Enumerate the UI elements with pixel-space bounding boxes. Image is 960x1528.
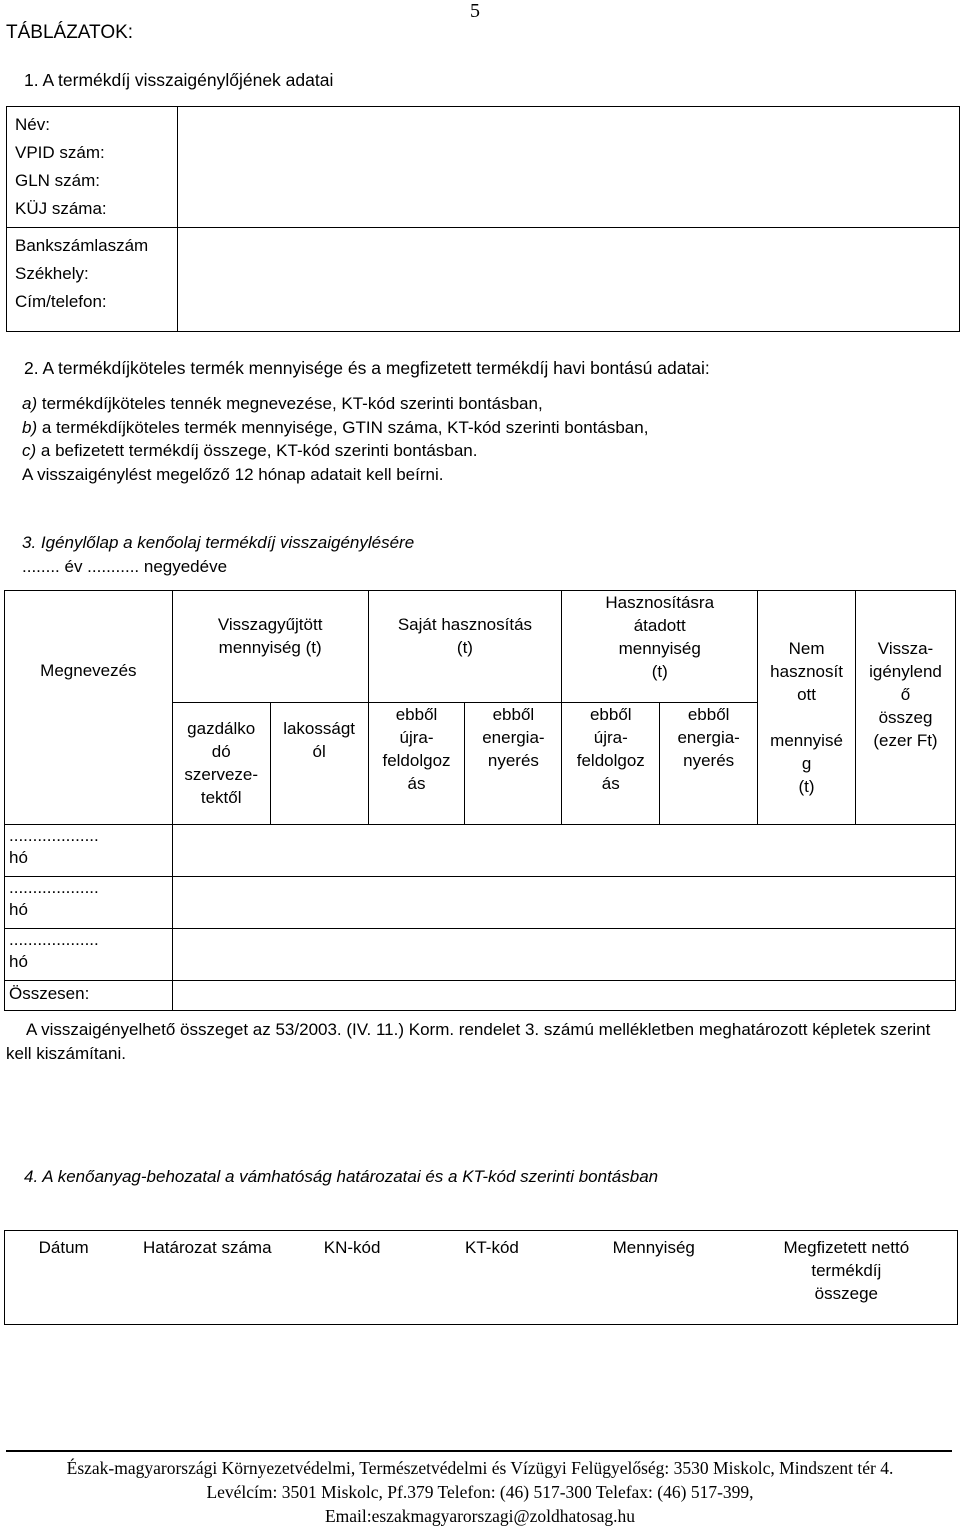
applicant-id-labels — [7, 107, 178, 228]
table-row — [5, 929, 956, 981]
row-month-label: ................... hó — [5, 929, 173, 981]
col-megnevezes-header: Megnevezés — [5, 591, 173, 825]
name-label: Név: — [15, 115, 50, 134]
col-hatarozat-header: Határozat száma — [122, 1231, 292, 1325]
col-termekdij-header: Megfizetett nettó termékdíj összege — [736, 1231, 958, 1325]
footer — [0, 1456, 960, 1528]
section2-list — [22, 392, 648, 486]
page-number: 5 — [470, 0, 480, 22]
applicant-contact-labels — [7, 228, 178, 332]
row-data-cells[interactable] — [172, 825, 955, 877]
row-month-label: ................... hó — [5, 825, 173, 877]
col-mennyiseg-header: Mennyiség — [572, 1231, 736, 1325]
table-row — [5, 877, 956, 929]
section3-header — [22, 531, 414, 578]
section3-subtitle: ........ év ........... negyedéve — [22, 556, 228, 576]
applicant-data-table — [6, 106, 960, 332]
total-data-cells[interactable] — [172, 981, 955, 1011]
col-ujra2-header: ebből újra- feldolgoz ás — [562, 703, 660, 825]
row-data-cells[interactable] — [172, 877, 955, 929]
import-table — [4, 1230, 958, 1325]
total-label: Összesen: — [5, 981, 173, 1011]
col-lakossag-header: lakosságt ól — [270, 703, 368, 825]
bank-account-label: Bankszámlaszám — [15, 236, 149, 255]
col-datum-header: Dátum — [5, 1231, 123, 1325]
col-sajat-header: Saját hasznosítás (t) — [368, 591, 562, 703]
col-kt-kod-header: KT-kód — [412, 1231, 572, 1325]
col-gazdalkodo-header: gazdálko dó szerveze- tektől — [172, 703, 270, 825]
applicant-contact-values[interactable] — [178, 228, 960, 332]
section2-line-b: b) a termékdíjköteles termék mennyisége, GTIN száma, KT-kód szerinti bontásban, — [22, 417, 649, 437]
col-energia1-header: ebből energia- nyerés — [465, 703, 562, 825]
table-row — [5, 825, 956, 877]
section2-title: 2. A termékdíjköteles termék mennyisége és a megfizetett termékdíj havi bontású adatai: — [24, 358, 710, 378]
total-row — [5, 981, 956, 1011]
address-phone-label: Cím/telefon: — [15, 292, 107, 311]
col-visszaigenylendo-header: Vissza- igénylend ő összeg (ezer Ft) — [856, 591, 956, 825]
section4-title: 4. A kenőanyag-behozatal a vámhatóság határozatai és a KT-kód szerinti bontásban — [24, 1167, 659, 1186]
gln-label: GLN szám: — [15, 171, 101, 190]
row-month-label: ................... hó — [5, 877, 173, 929]
col-kn-kod-header: KN-kód — [292, 1231, 412, 1325]
footer-address: Észak-magyarországi Környezetvédelmi, Természetvédelmi és Vízügyi Felügyelőség: 3530 Miskolc, Mindszent tér 4. — [66, 1458, 894, 1478]
section2-line-note: A visszaigénylést megelőző 12 hónap adatait kell beírni. — [22, 464, 444, 484]
row-data-cells[interactable] — [172, 929, 955, 981]
page-heading: TÁBLÁZATOK: — [6, 22, 134, 43]
col-nem-hasznositott-header: Nem hasznosít ott mennyisé g (t) — [758, 591, 856, 825]
headquarters-label: Székhely: — [15, 264, 89, 283]
refund-claim-table — [4, 590, 956, 1011]
calculation-note: A visszaigényelhető összeget az 53/2003. (IV. 11.) Korm. rendelet 3. számú mellékletben meghatározott képletek szerint kell kiszámítani. — [6, 1020, 931, 1063]
vpid-label: VPID szám: — [15, 143, 105, 162]
section1-title: 1. A termékdíj visszaigénylőjének adatai — [24, 70, 334, 90]
footer-divider — [6, 1450, 952, 1452]
col-energia2-header: ebből energia- nyerés — [660, 703, 758, 825]
col-hasznositasra-header: Hasznosításra átadott mennyiség (t) — [562, 591, 758, 703]
footer-contact: Levélcím: 3501 Miskolc, Pf.379 Telefon: (46) 517-300 Telefax: (46) 517-399, — [206, 1482, 754, 1502]
col-ujra1-header: ebből újra- feldolgoz ás — [368, 703, 465, 825]
footer-email: Email:eszakmagyarorszagi@zoldhatosag.hu — [324, 1506, 636, 1526]
applicant-id-values[interactable] — [178, 107, 960, 228]
section2-line-c: c) a befizetett termékdíj összege, KT-kód szerinti bontásban. — [22, 441, 478, 460]
section2-line-a: a) termékdíjköteles tennék megnevezése, KT-kód szerinti bontásban, — [22, 394, 543, 413]
section3-title: 3. Igénylőlap a kenőolaj termékdíj visszaigénylésére — [22, 533, 415, 552]
kuj-label: KÜJ száma: — [15, 199, 107, 218]
col-visszagyujtott-header: Visszagyűjtött mennyiség (t) — [172, 591, 368, 703]
